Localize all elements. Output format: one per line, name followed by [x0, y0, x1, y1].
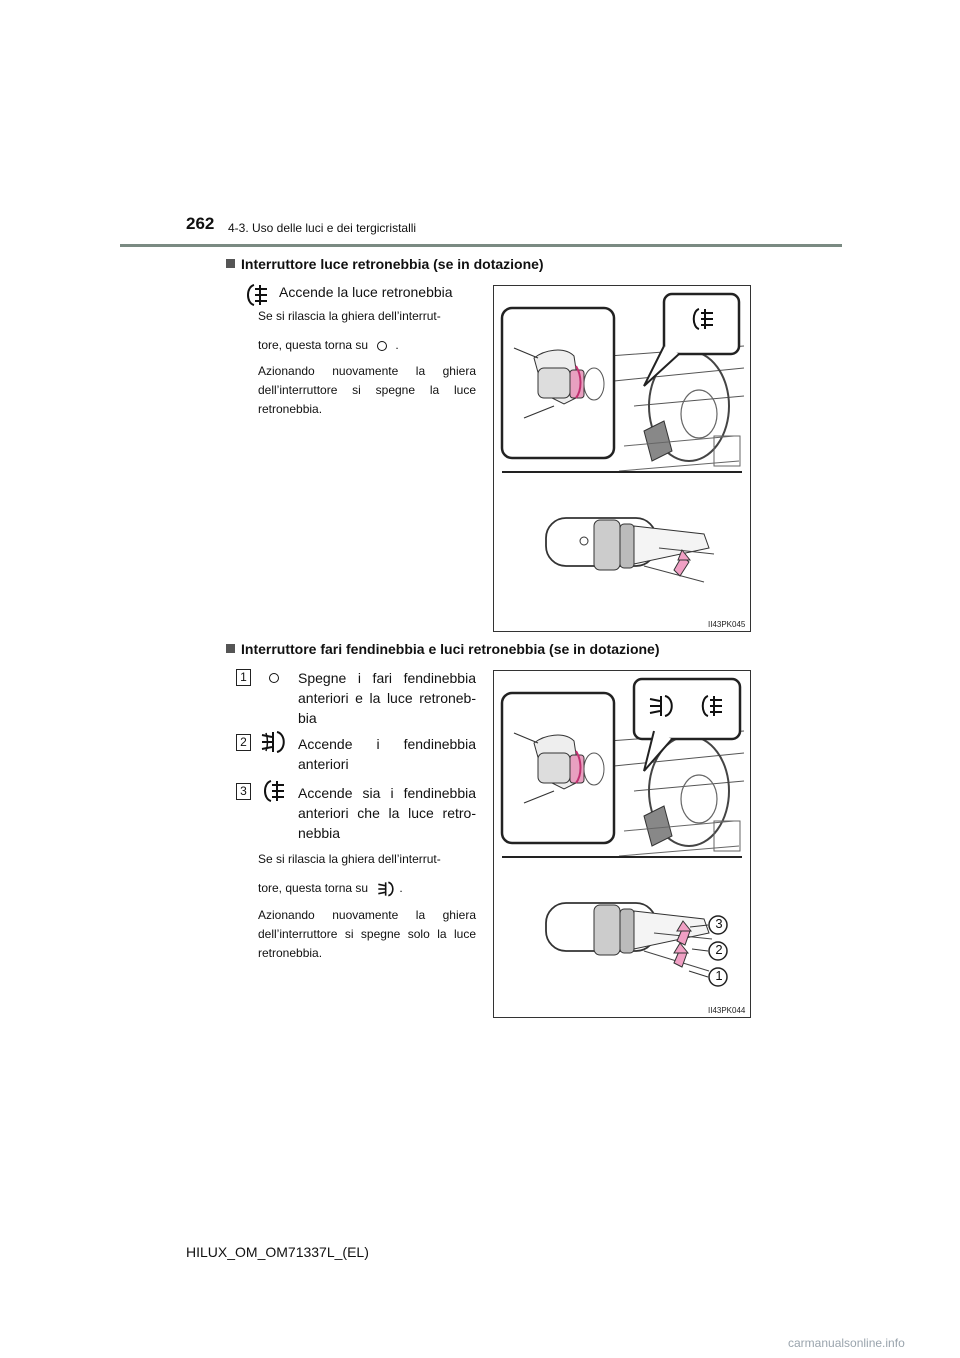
section1-icon-label: Accende la luce retronebbia — [279, 284, 453, 300]
section2-para1: Se si rilascia la ghiera dell’interrut- tore, questa torna su . — [258, 850, 476, 899]
item-text: Accende sia i fendinebbia anteriori che la luce retro-nebbia — [298, 785, 476, 841]
front-fog-icon — [260, 729, 290, 755]
section-title: 4-3. Uso delle luci e dei tergicristalli — [228, 221, 417, 235]
item-text: Spegne i fari fendinebbia anteriori e la luce retroneb-bia — [298, 670, 476, 726]
callout-2-label: 2 — [715, 942, 723, 957]
off-icon — [377, 341, 387, 351]
figure-fog-light-switch — [493, 670, 751, 1018]
item-number: 2 — [236, 734, 251, 751]
heading-bullet — [226, 644, 235, 653]
figure-fog-light-drawing — [494, 671, 750, 1017]
rear-fog-icon — [260, 778, 288, 804]
item-text: Accende i fendinebbia anteriori — [298, 736, 476, 772]
item-number: 1 — [236, 669, 251, 686]
section1-para1: Se si rilascia la ghiera dell’interrut- tore, questa torna su . — [258, 309, 441, 352]
section2-heading: Interruttore fari fendinebbia e luci retronebbia (se in dotazione) — [226, 641, 660, 657]
rear-fog-icon — [243, 282, 271, 308]
section1-para2: Azionando nuovamente la ghiera dell’interruttore si spegne la luce retronebbia. — [258, 364, 476, 416]
callout-1-label: 1 — [715, 968, 723, 983]
item-number: 3 — [236, 783, 251, 800]
callout-3-label: 3 — [715, 916, 723, 931]
figure1-code: II43PK045 — [708, 620, 746, 629]
page-number: 262 — [186, 214, 215, 233]
section2-para2: Azionando nuovamente la ghiera dell’interruttore si spegne solo la luce retronebbia. — [258, 908, 476, 960]
front-fog-icon — [377, 879, 397, 899]
figure2-code: II43PK044 — [708, 1006, 746, 1015]
figure-rear-fog-switch — [493, 285, 751, 632]
header-rule — [120, 244, 842, 247]
document-code: HILUX_OM_OM71337L_(EL) — [186, 1244, 369, 1260]
figure-rear-fog-drawing — [494, 286, 750, 631]
section1-heading: Interruttore luce retronebbia (se in dotazione) — [226, 256, 544, 272]
heading-bullet — [226, 259, 235, 268]
watermark: carmanualsonline.info — [788, 1336, 905, 1350]
off-icon — [269, 673, 279, 683]
